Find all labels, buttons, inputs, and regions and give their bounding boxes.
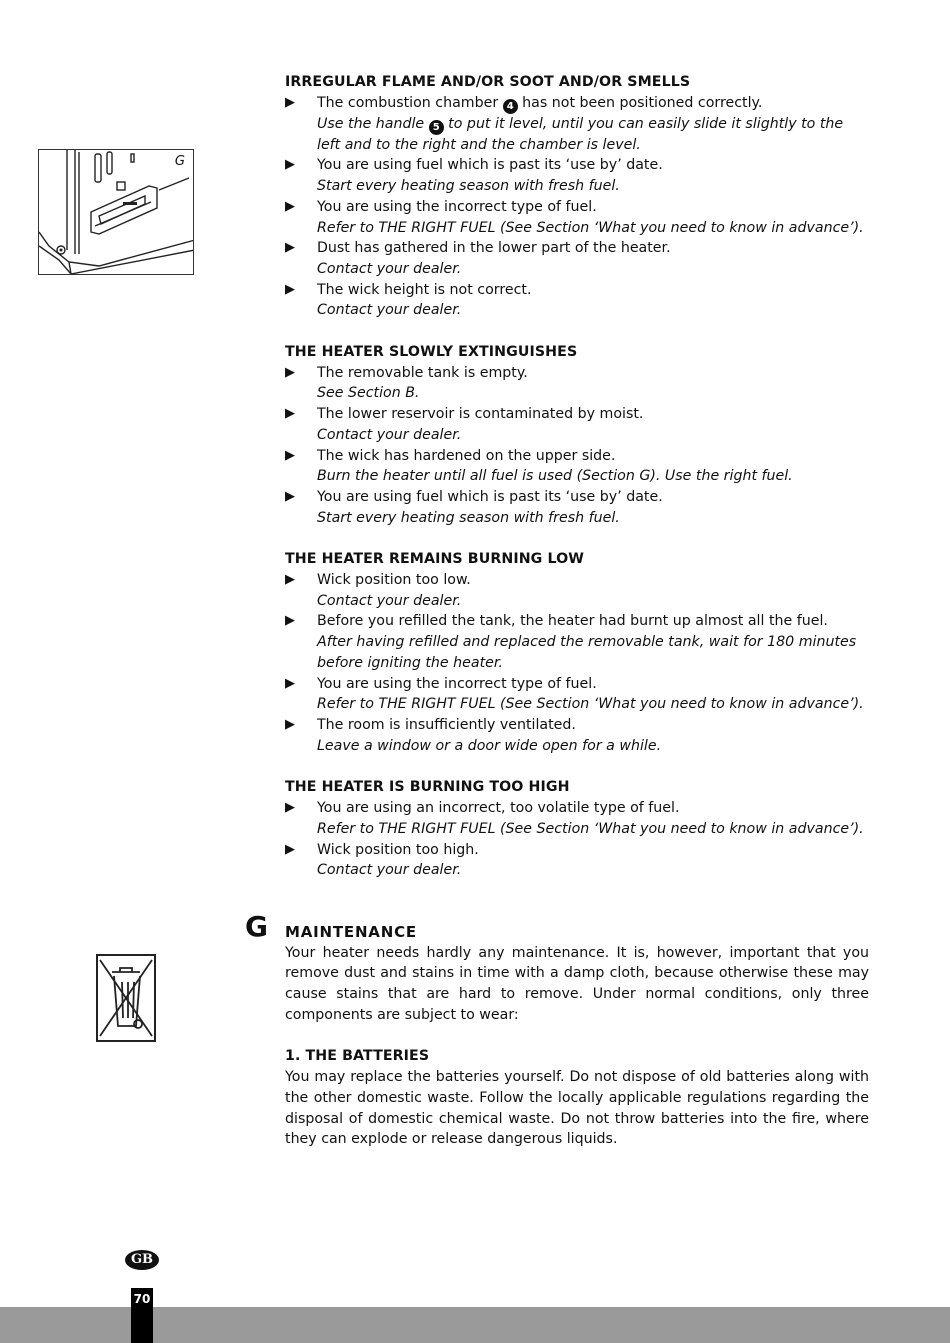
bullet-arrow-icon: ▶ — [285, 240, 295, 256]
bullet-arrow-icon: ▶ — [285, 94, 295, 110]
section-title: IRREGULAR FLAME AND/OR SOOT AND/OR SMELLS — [285, 74, 691, 90]
cause-text: Dust has gathered in the lower part of the heater. — [317, 240, 671, 257]
heater-illustration — [39, 150, 194, 275]
batteries-text: You may replace the batteries yourself. Do not dispose of old batteries along with the other domestic waste. Follow the locally applicable regulations regarding the disposal of domestic chemical waste. Do not throw batteries into the fire, where they can explode or release dangerous liquids. — [285, 1069, 869, 1148]
page-number: 70 — [133, 1292, 151, 1306]
number-5-icon: 5 — [429, 120, 444, 135]
cause-text: Wick position too high. — [317, 841, 479, 858]
cause-text: Wick position too low. — [317, 572, 471, 589]
cause-text: You are using an incorrect, too volatile type of fuel. — [317, 800, 680, 817]
section-title: THE HEATER SLOWLY EXTINGUISHES — [285, 344, 578, 361]
bullet-arrow-icon: ▶ — [285, 716, 295, 732]
section-title: THE HEATER IS BURNING TOO HIGH — [285, 779, 570, 796]
remedy-text: Contact your dealer. — [317, 426, 462, 443]
bullet-arrow-icon: ▶ — [285, 406, 295, 422]
list-item — [285, 798, 869, 839]
cause-text: The combustion chamber 4 has not been positioned correctly. — [317, 94, 763, 112]
list-item — [285, 715, 869, 756]
remedy-text: Contact your dealer. — [317, 592, 462, 609]
maintenance-title: MAINTENANCE — [285, 922, 417, 941]
cause-text: The removable tank is empty. — [317, 364, 528, 381]
remedy-text: Refer to THE RIGHT FUEL (See Section ‘What you need to know in advance’). — [317, 820, 864, 837]
cause-text: The wick height is not correct. — [317, 281, 532, 298]
cause-text: You are using fuel which is past its ‘use by’ date. — [317, 488, 663, 505]
list-item — [285, 674, 869, 715]
weee-crossed-bin-icon — [96, 954, 156, 1042]
list-item — [285, 93, 869, 156]
section-irregular-flame — [285, 72, 869, 321]
heater-figure-g — [38, 149, 194, 275]
section-slowly-extinguishes — [285, 342, 869, 528]
cause-text: The lower reservoir is contaminated by moist. — [317, 406, 644, 423]
cause-text: Before you refilled the tank, the heater had burnt up almost all the fuel. — [317, 613, 828, 630]
maintenance-intro: Your heater needs hardly any maintenance. It is, however, important that you remove dust and stains in time with a damp cloth, because otherwise these may cause stains that are hard to remove. Under normal conditions, only three components are subject to wear: — [285, 944, 869, 1023]
remedy-text: Use the handle 5 to put it level, until you can easily slide it slightly to the left and to the right and the chamber is level. — [317, 115, 844, 153]
bullet-arrow-icon: ▶ — [285, 572, 295, 588]
remedy-text: See Section B. — [317, 385, 420, 402]
section-maintenance — [285, 922, 869, 1150]
remedy-text: Contact your dealer. — [317, 302, 462, 319]
cause-text: You are using the incorrect type of fuel. — [317, 198, 597, 215]
section-letter-g: G — [245, 910, 268, 943]
troubleshooting-column — [285, 72, 869, 1150]
number-4-icon: 4 — [503, 99, 518, 114]
bullet-arrow-icon: ▶ — [285, 364, 295, 380]
list-item — [285, 840, 869, 881]
list-item — [285, 197, 869, 238]
bullet-arrow-icon: ▶ — [285, 675, 295, 691]
bullet-arrow-icon: ▶ — [285, 157, 295, 173]
remedy-text: Contact your dealer. — [317, 260, 462, 277]
language-badge: GB — [125, 1250, 159, 1270]
remedy-text: Start every heating season with fresh fuel. — [317, 178, 620, 195]
cause-text: The wick has hardened on the upper side. — [317, 447, 616, 464]
list-item — [285, 280, 869, 321]
remedy-text: Burn the heater until all fuel is used (Section G). Use the right fuel. — [317, 468, 793, 485]
bullet-arrow-icon: ▶ — [285, 281, 295, 297]
batteries-title: 1. THE BATTERIES — [285, 1048, 430, 1065]
bullet-arrow-icon: ▶ — [285, 841, 295, 857]
bullet-arrow-icon: ▶ — [285, 488, 295, 504]
bullet-arrow-icon: ▶ — [285, 447, 295, 463]
list-item — [285, 570, 869, 611]
remedy-text: Contact your dealer. — [317, 862, 462, 879]
remedy-text: After having refilled and replaced the removable tank, wait for 180 minutes before igniting the heater. — [317, 634, 857, 671]
list-item — [285, 238, 869, 279]
remedy-text: Refer to THE RIGHT FUEL (See Section ‘What you need to know in advance’). — [317, 219, 864, 236]
bullet-arrow-icon: ▶ — [285, 613, 295, 629]
remedy-text: Leave a window or a door wide open for a while. — [317, 737, 662, 754]
figure-label: G — [174, 154, 185, 169]
crossed-bin-icon — [98, 956, 154, 1040]
cause-text: You are using the incorrect type of fuel. — [317, 675, 597, 692]
bullet-arrow-icon: ▶ — [285, 800, 295, 816]
cause-text: You are using fuel which is past its ‘use by’ date. — [317, 157, 663, 174]
remedy-text: Refer to THE RIGHT FUEL (See Section ‘What you need to know in advance’). — [317, 696, 864, 713]
section-title: THE HEATER REMAINS BURNING LOW — [285, 551, 584, 568]
list-item — [285, 611, 869, 673]
bullet-arrow-icon: ▶ — [285, 198, 295, 214]
list-item — [285, 404, 869, 445]
list-item — [285, 487, 869, 528]
list-item — [285, 155, 869, 196]
section-burning-too-high — [285, 777, 869, 881]
list-item — [285, 363, 869, 404]
remedy-text: Start every heating season with fresh fuel. — [317, 509, 620, 526]
list-item — [285, 446, 869, 487]
section-burning-low — [285, 549, 869, 756]
cause-text: The room is insufficiently ventilated. — [317, 716, 576, 733]
